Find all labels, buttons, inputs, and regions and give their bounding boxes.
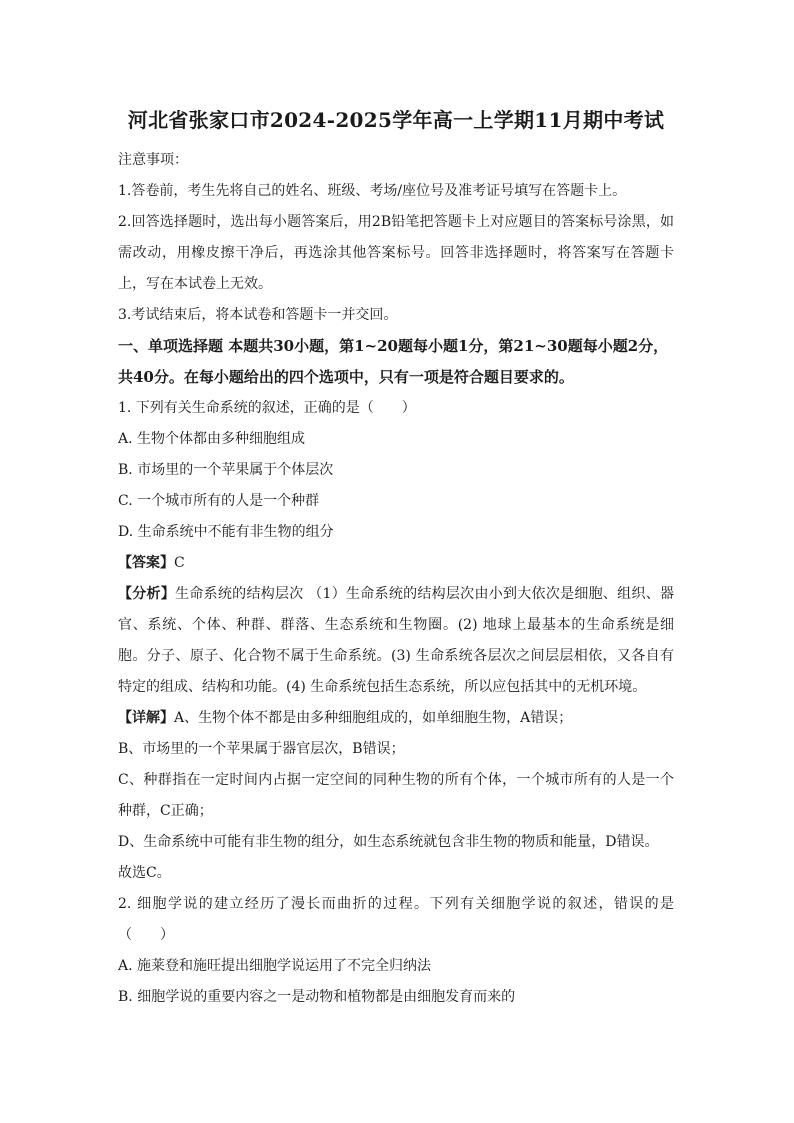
analysis-label: 【分析】: [118, 586, 176, 602]
question-1-answer: [118, 548, 674, 579]
notice-item-2: 2.回答选择题时，选出每小题答案后，用2B铅笔把答题卡上对应题目的答案标号涂黑，如需改动，用橡皮擦干净后，再选涂其他答案标号。回答非选择题时，将答案写在答题卡上，写在本试卷上无效。: [118, 214, 674, 292]
notice-heading: 注意事项：: [118, 152, 188, 168]
question-1-option-d: D. 生命系统中不能有非生物的组分: [118, 524, 334, 540]
question-2-option-a: A. 施莱登和施旺提出细胞学说运用了不完全归纳法: [118, 958, 432, 974]
question-1-option-a: A. 生物个体都由多种细胞组成: [118, 431, 306, 447]
question-1-option-c: C. 一个城市所有的人是一个种群: [118, 493, 320, 509]
question-1-detail-c: C、种群指在一定时间内占据一定空间的同种生物的所有个体，一个城市所有的人是一个种群，C正确；: [118, 772, 674, 819]
question-1-stem: 1. 下列有关生命系统的叙述，正确的是（ ）: [118, 400, 416, 416]
analysis-text: 生命系统的结构层次 （1）生命系统的结构层次由小到大依次是细胞、组织、器官、系统、个体、种群、群落、生态系统和生物圈。(2) 地球上最基本的生命系统是细胞。分子、原子、化合物不属于生命系统。(3) 生命系统各层次之间层层相依，又各自有特定的组成、结构和功能。(4) 生命系统包括生态系统，所以应包括其中的无机环境。: [118, 586, 674, 695]
section-heading: 一、单项选择题 本题共30小题，第1~20题每小题1分，第21~30题每小题2分，共40分。在每小题给出的四个选项中，只有一项是符合题目要求的。: [118, 337, 669, 386]
question-1-conclusion: 故选C。: [118, 865, 171, 881]
detail-text-a: A、生物个体不都是由多种细胞组成的，如单细胞生物，A错误；: [174, 710, 573, 726]
page-title: 河北省张家口市2024-2025学年高一上学期11月期中考试: [127, 108, 665, 132]
detail-label: 【详解】: [118, 710, 174, 726]
notice-item-3: 3.考试结束后，将本试卷和答题卡一并交回。: [118, 307, 398, 323]
answer-value: C: [174, 555, 185, 571]
notice-item-1: 1.答卷前，考生先将自己的姓名、班级、考场/座位号及准考证号填写在答题卡上。: [118, 183, 627, 199]
answer-label: 【答案】: [118, 555, 174, 571]
question-1-analysis: [118, 579, 674, 703]
question-1-detail-d: D、生命系统中可能有非生物的组分，如生态系统就包含非生物的物质和能量，D错误。: [118, 834, 659, 850]
question-1-option-b: B. 市场里的一个苹果属于个体层次: [118, 462, 334, 478]
question-1-detail-b: B、市场里的一个苹果属于器官层次，B错误；: [118, 741, 405, 757]
question-1-detail-a: [118, 703, 674, 734]
question-2-option-b: B. 细胞学说的重要内容之一是动物和植物都是由细胞发育而来的: [118, 989, 516, 1005]
question-2-stem: 2. 细胞学说的建立经历了漫长而曲折的过程。下列有关细胞学说的叙述，错误的是（ ）: [118, 896, 674, 943]
